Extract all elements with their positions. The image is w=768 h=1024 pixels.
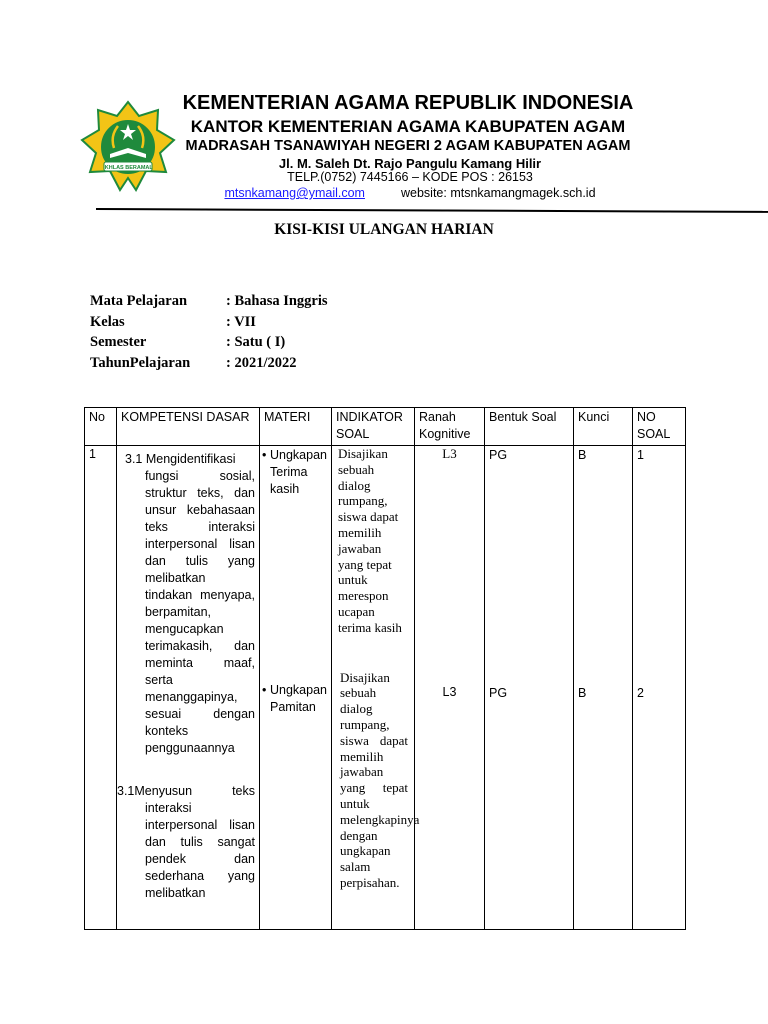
email-link[interactable]: mtsnkamang@ymail.com <box>224 186 365 200</box>
header-kunci: Kunci <box>574 408 633 446</box>
info-value: : 2021/2022 <box>226 354 297 371</box>
no-soal-item: 2 <box>637 686 644 700</box>
school-address: Jl. M. Saleh Dt. Rajo Pangulu Kamang Hilir <box>278 156 542 171</box>
kunci-item: B <box>578 448 587 462</box>
info-label: Kelas <box>90 313 125 330</box>
kemenag-logo <box>80 100 176 194</box>
ranah-item: L3 <box>442 684 457 699</box>
cell-bentuk-soal <box>485 446 574 930</box>
info-value: : VII <box>226 313 256 330</box>
header-bentuk-soal: Bentuk Soal <box>485 408 574 446</box>
contact-line <box>180 186 640 200</box>
info-row <box>90 334 328 355</box>
cell-kompetensi-dasar <box>117 446 260 930</box>
info-value: : Satu ( I) <box>226 334 286 350</box>
website-text: website: mtsnkamangmagek.sch.id <box>400 186 596 200</box>
header-divider <box>96 208 768 213</box>
kd-item-1: 3.1 Mengidentifikasi fungsi sosial, struktur teks, dan unsur kebahasaan teks interaksi interpersonal lisan dan tulis yang melibatkan tindakan menyapa, berpamitan, mengucapkan terimakasih, dan meminta maaf, serta menanggapinya, sesuai dengan konteks penggunaannya <box>125 452 255 755</box>
materi-item: • Ungkapan Terima kasih <box>262 448 327 496</box>
header-kompetensi-dasar: KOMPETENSI DASAR <box>117 408 260 446</box>
header-no-soal: NO SOAL <box>633 408 686 446</box>
materi-item: • Ungkapan Pamitan <box>262 683 327 714</box>
no-soal-item: 1 <box>637 448 644 462</box>
cell-ranah <box>415 446 485 930</box>
cell-kunci <box>574 446 633 930</box>
cell-materi <box>260 446 332 930</box>
info-label: TahunPelajaran <box>90 354 191 371</box>
info-label: Semester <box>90 334 147 350</box>
cell-no-soal <box>633 446 686 930</box>
ranah-item: L3 <box>442 446 457 461</box>
indikator-item: Disajikan sebuah dialog rumpang, siswa dapat memilih jawaban yang tepat untuk melengkapinya dengan ungkapan salam perpisahan. <box>340 669 420 890</box>
cell-indikator-soal <box>332 446 420 930</box>
school-phone: TELP.(0752) 7445166 – KODE POS : 26153 <box>287 170 533 184</box>
header-materi: MATERI <box>260 408 332 446</box>
ministry-name: KEMENTERIAN AGAMA REPUBLIK INDONESIA <box>182 92 634 114</box>
kd-item-2: 3.1Menyusun teks interaksi interpersonal lisan dan tulis sangat pendek dan sederhana yang melibatkan <box>117 784 255 900</box>
info-row <box>90 293 328 314</box>
kunci-item: B <box>578 686 587 700</box>
kisi-kisi-table <box>84 407 686 930</box>
info-value: : Bahasa Inggris <box>226 293 328 309</box>
table-header-row <box>85 408 686 446</box>
info-label: Mata Pelajaran <box>90 293 188 309</box>
indikator-item: Disajikan sebuah dialog rumpang, siswa dapat memilih jawaban yang tepat untuk merespon ucapan terima kasih <box>338 446 402 635</box>
bentuk-item: PG <box>489 686 508 700</box>
header-no: No <box>85 408 117 446</box>
office-name: KANTOR KEMENTERIAN AGAMA KABUPATEN AGAM <box>190 117 626 136</box>
school-name: MADRASAH TSANAWIYAH NEGERI 2 AGAM KABUPATEN AGAM <box>185 138 631 154</box>
logo-motto-text: IKHLAS BERAMAL <box>103 165 153 171</box>
document-title: KISI-KISI ULANGAN HARIAN <box>274 221 494 238</box>
info-row <box>90 355 328 376</box>
info-row <box>90 314 328 335</box>
cell-no: 1 <box>85 446 117 930</box>
bentuk-item: PG <box>489 448 508 462</box>
table-row <box>85 446 686 930</box>
header-ranah-kognitive: Ranah Kognitive <box>415 408 485 446</box>
subject-info <box>90 293 328 375</box>
header-indikator-soal: INDIKATOR SOAL <box>332 408 415 446</box>
